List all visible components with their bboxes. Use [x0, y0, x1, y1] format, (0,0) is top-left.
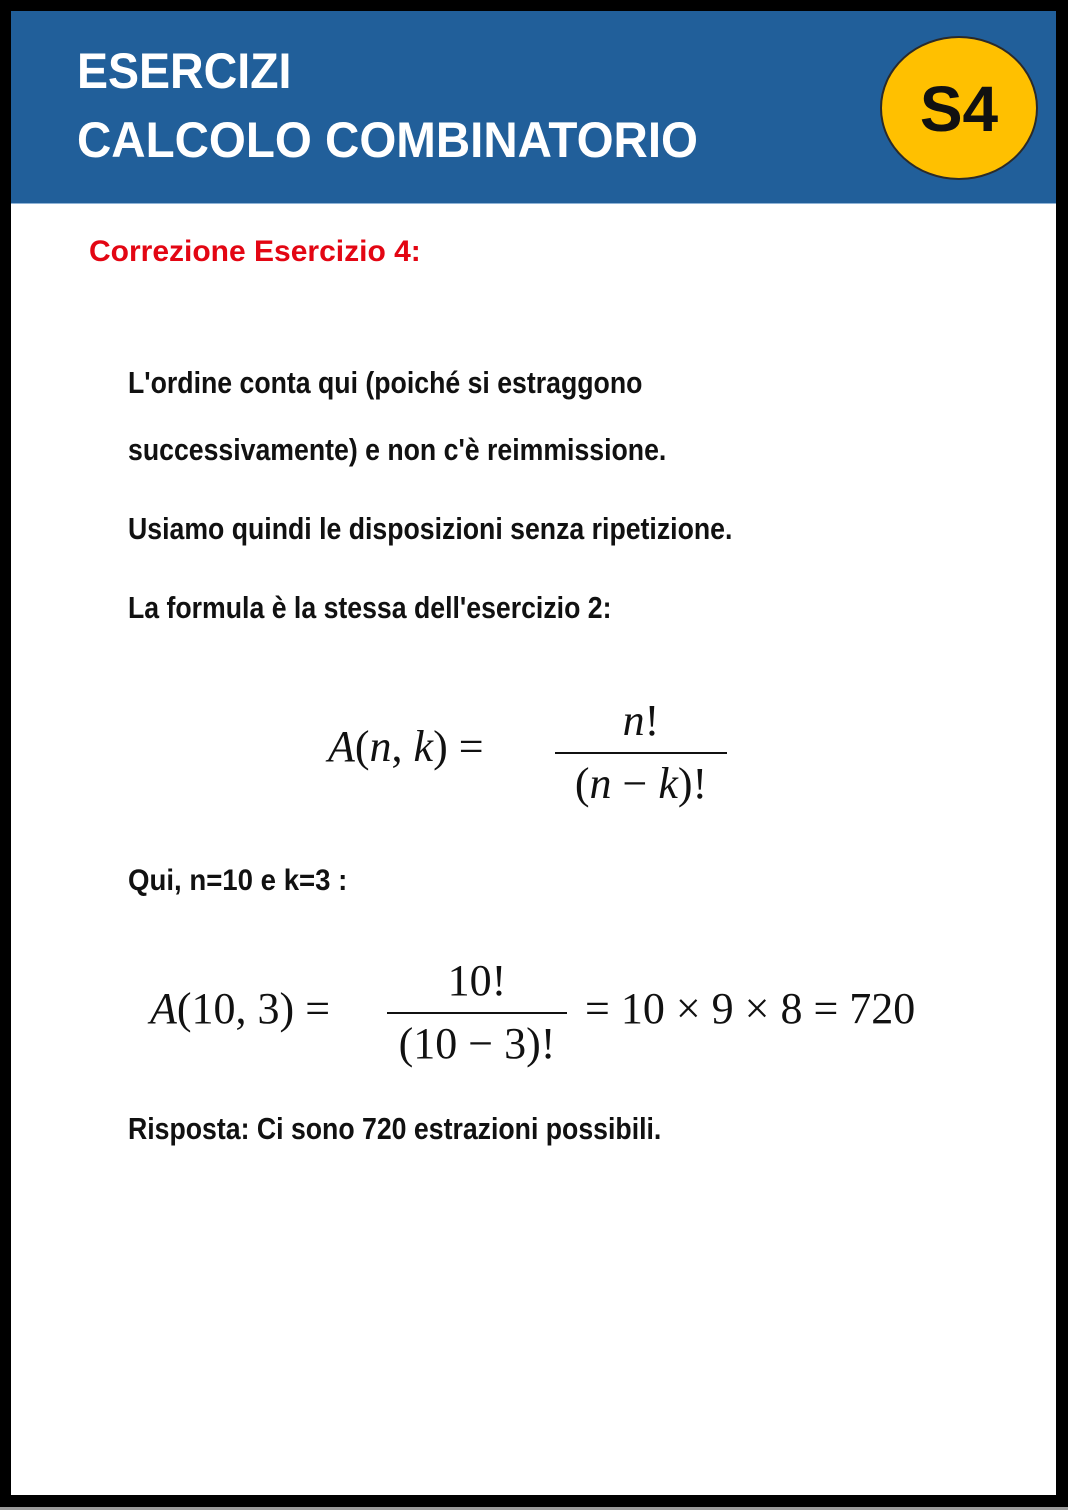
formula-general-denominator: (n − k)!: [574, 759, 708, 808]
fraction-bar: [387, 1012, 567, 1014]
section-title: Correzione Esercizio 4:: [89, 235, 421, 268]
formula-specific-numerator: 10!: [447, 956, 507, 1005]
header-title-line1: ESERCIZI: [77, 43, 292, 99]
header-title-line2: CALCOLO COMBINATORIO: [77, 112, 698, 168]
paragraph-3: La formula è la stessa dell'esercizio 2:: [128, 590, 612, 625]
formula-specific-fraction: [387, 955, 567, 1080]
sheet-badge: [880, 36, 1038, 180]
formula-specific-denominator: (10 − 3)!: [398, 1019, 556, 1068]
fraction-bar: [555, 752, 727, 754]
formula-specific-lhs: A(10, 3) =: [150, 984, 331, 1033]
header-banner: [11, 11, 1056, 204]
paragraph-1-line-2: successivamente) e non c'è reimmissione.: [128, 432, 667, 467]
paragraph-1-line-1: L'ordine conta qui (poiché si estraggono: [128, 365, 643, 400]
paragraph-2: Usiamo quindi le disposizioni senza ripetizione.: [128, 511, 733, 546]
formula-general-fraction: [555, 695, 727, 820]
formula-general-numerator: n!: [622, 696, 660, 745]
formula-specific-result: = 10 × 9 × 8 = 720: [585, 984, 916, 1033]
paragraph-4: Qui, n=10 e k=3 :: [128, 864, 348, 897]
answer-text: Risposta: Ci sono 720 estrazioni possibili.: [128, 1111, 662, 1146]
formula-general-lhs: A(n, k) =: [328, 722, 484, 771]
badge-label: S4: [919, 73, 999, 145]
